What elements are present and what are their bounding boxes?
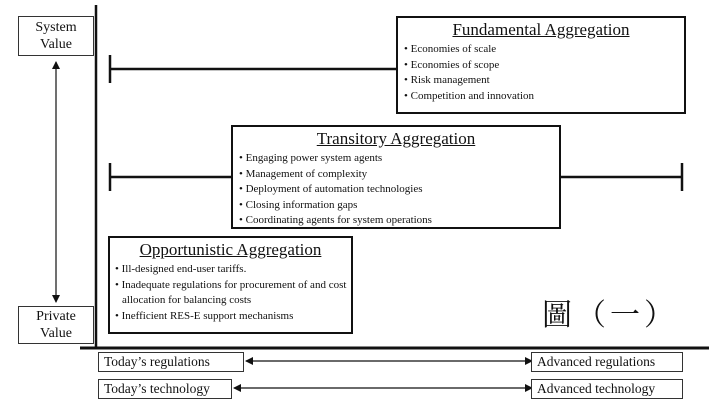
- figure-label: 圖（一）: [542, 298, 678, 333]
- fundamental-aggregation-title: Fundamental Aggregation: [452, 20, 630, 39]
- opportunistic-item: • Ill-designed end-user tariffs.: [115, 262, 351, 278]
- transitory-item: • Deployment of automation technologies: [239, 182, 559, 198]
- advanced-technology-label: Advanced technology: [531, 379, 683, 399]
- opportunistic-aggregation-box: [108, 236, 353, 334]
- fundamental-item: • Competition and innovation: [404, 89, 684, 105]
- opportunistic-item: • Inefficient RES-E support mechanisms: [115, 309, 351, 325]
- opportunistic-item: • Inadequate regulations for procurement of and cost allocation for balancing costs: [115, 278, 350, 309]
- private-value-label: Private Value: [18, 306, 94, 344]
- todays-technology-label: Today’s technology: [98, 379, 232, 399]
- fundamental-aggregation-box: [396, 16, 686, 114]
- fundamental-item: • Economies of scale: [404, 42, 684, 58]
- system-value-label: System Value: [18, 16, 94, 56]
- transitory-item: • Coordinating agents for system operations: [239, 213, 559, 229]
- opportunistic-aggregation-title: Opportunistic Aggregation: [139, 240, 322, 259]
- fundamental-item: • Risk management: [404, 73, 684, 89]
- advanced-regulations-label: Advanced regulations: [531, 352, 683, 372]
- transitory-item: • Management of complexity: [239, 167, 559, 183]
- transitory-aggregation-box: [231, 125, 561, 229]
- todays-regulations-label: Today’s regulations: [98, 352, 244, 372]
- transitory-aggregation-title: Transitory Aggregation: [316, 129, 476, 148]
- fundamental-item: • Economies of scope: [404, 58, 684, 74]
- transitory-item: • Engaging power system agents: [239, 151, 559, 167]
- transitory-item: • Closing information gaps: [239, 198, 559, 214]
